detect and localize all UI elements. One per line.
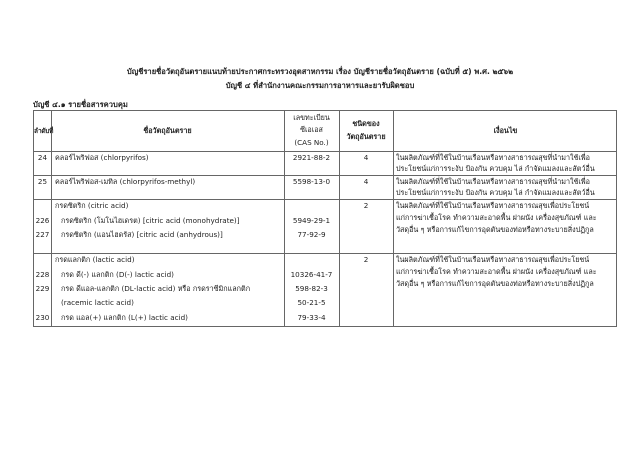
row-type: 4 — [363, 177, 369, 186]
header-type-2: วัตถุอันตราย — [346, 132, 386, 141]
header-name: ชื่อวัตถุอันตราย — [143, 126, 192, 135]
row-name: กรดซิตริก (โมโนไฮเดรต) [citric acid (monohydrate)] — [61, 216, 240, 225]
document-title: บัญชีรายชื่อวัตถุอันตรายแนบท้ายประกาศกระทรวงอุตสาหกรรม เรื่อง บัญชีรายชื่อวัตถุอันตราย (ฉบับที่ ๕) พ.ศ. ๒๕๖๒ — [126, 67, 514, 76]
row-name: กรด ดี(-) แลกติก (D(-) lactic acid) — [61, 270, 174, 279]
row-name: คลอร์ไพริฟอส (chlorpyrifos) — [55, 153, 149, 162]
header-condition: เงื่อนไข — [493, 126, 518, 135]
row-no: 230 — [35, 313, 50, 322]
row-type: 2 — [363, 255, 369, 264]
header-type-1: ชนิดของ — [352, 119, 380, 128]
row-name: กรด ดีแอล-แลกติก (DL-lactic acid) หรือ กรดราซีมิกแลกติก — [61, 284, 251, 293]
row-name: กรดซิตริก (แอนไฮดรัส) [citric acid (anhydrous)] — [61, 230, 223, 239]
row-no: 229 — [35, 284, 50, 293]
row-type: 4 — [363, 153, 369, 162]
row-condition: วัสดุอื่น ๆ หรือการแก้ไขการอุดตันของท่อหรือทางระบายสิ่งปฏิกูล — [396, 225, 594, 234]
row-cas: 5949-29-1 — [292, 216, 331, 225]
hazardous-substances-table — [33, 110, 617, 327]
row-no: 227 — [35, 230, 50, 239]
row-cas: 50-21-5 — [297, 298, 326, 307]
row-cas: 10326-41-7 — [290, 270, 333, 279]
row-condition: ในผลิตภัณฑ์ที่ใช้ในบ้านเรือนหรือทางสาธารณสุขที่นำมาใช้เพื่อ — [396, 153, 590, 162]
group-name: กรดซิตริก (citric acid) — [55, 201, 129, 210]
header-cas-2: ซีเอเอส — [300, 125, 323, 134]
row-condition: ประโยชน์แก่การระงับ ป้องกัน ควบคุม ไล่ กำจัดแมลงและสัตว์อื่น — [396, 164, 595, 173]
header-cas-3: (CAS No.) — [294, 138, 329, 147]
row-condition: ในผลิตภัณฑ์ที่ใช้ในบ้านเรือนหรือทางสาธารณสุขเพื่อประโยชน์ — [396, 201, 590, 210]
row-no: 24 — [37, 153, 48, 162]
row-cas: 5598-13-0 — [292, 177, 331, 186]
row-name: กรด แอล(+) แลกติก (L(+) lactic acid) — [61, 313, 188, 322]
row-name: (racemic lactic acid) — [61, 298, 134, 307]
header-cas-1: เลขทะเบียน — [293, 113, 330, 122]
row-condition: แก่การฆ่าเชื้อโรค ทำความสะอาดพื้น ฝาผนัง เครื่องสุขภัณฑ์ และ — [396, 267, 597, 276]
row-condition: ในผลิตภัณฑ์ที่ใช้ในบ้านเรือนหรือทางสาธารณสุขที่นำมาใช้เพื่อ — [396, 177, 590, 186]
list-heading: บัญชี ๔.๑ รายชื่อสารควบคุม — [33, 100, 128, 109]
document-subtitle: บัญชี ๔ ที่สำนักงานคณะกรรมการอาหารและยารับผิดชอบ — [225, 81, 415, 90]
group-name: กรดแลกติก (lactic acid) — [55, 255, 135, 264]
row-cas: 79-33-4 — [297, 313, 326, 322]
row-condition: ประโยชน์แก่การระงับ ป้องกัน ควบคุม ไล่ กำจัดแมลงและสัตว์อื่น — [396, 188, 595, 197]
row-no: 226 — [35, 216, 50, 225]
row-condition: วัสดุอื่น ๆ หรือการแก้ไขการอุดตันของท่อหรือทางระบายสิ่งปฏิกูล — [396, 279, 594, 288]
row-no: 228 — [35, 270, 50, 279]
row-no: 25 — [37, 177, 48, 186]
row-condition: ในผลิตภัณฑ์ที่ใช้ในบ้านเรือนหรือทางสาธารณสุขเพื่อประโยชน์ — [396, 255, 590, 264]
row-condition: แก่การฆ่าเชื้อโรค ทำความสะอาดพื้น ฝาผนัง เครื่องสุขภัณฑ์ และ — [396, 213, 597, 222]
row-cas: 598-82-3 — [295, 284, 328, 293]
row-cas: 2921-88-2 — [292, 153, 331, 162]
row-name: คลอร์ไพริฟอส-เมทิล (chlorpyrifos-methyl) — [55, 177, 196, 186]
header-no: ลำดับที่ — [34, 127, 54, 135]
row-cas: 77-92-9 — [297, 230, 326, 239]
row-type: 2 — [363, 201, 369, 210]
